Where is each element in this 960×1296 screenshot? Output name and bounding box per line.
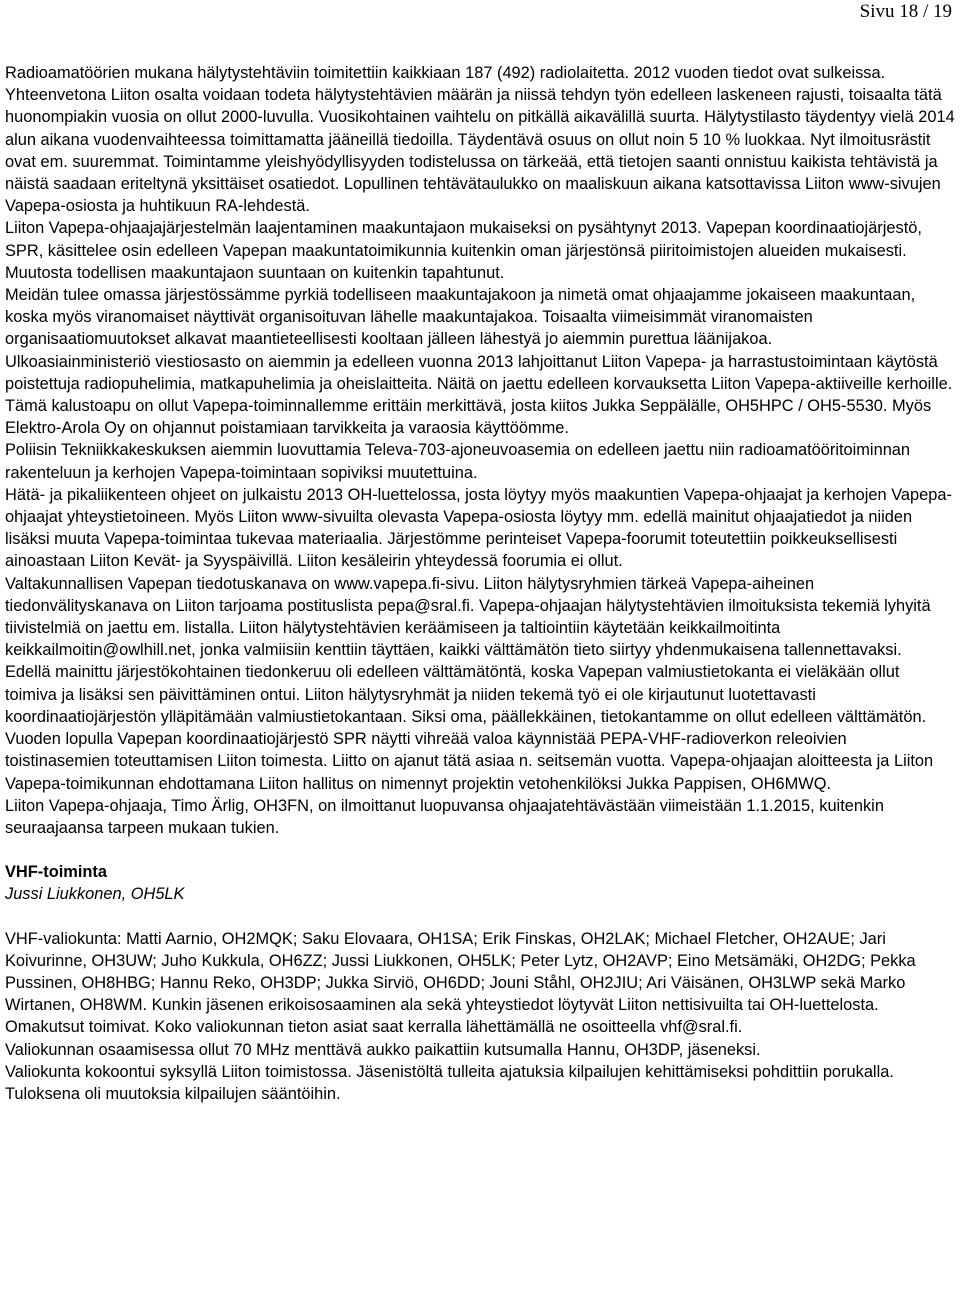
paragraph: Yhteenvetona Liiton osalta voidaan todeta hälytystehtävien määrän ja niissä tehdyn työn edelleen laskeneen rajusti, toisaalta tätä huonompiakin vuosia on ollut 2000-luvulla. Vuosikohtainen vaihtelu on pitkällä aikavälillä suurta. Hälytystilasto täydentyy vielä 2014 alun aikana vuodenvaihteessa toimittamatta jääneillä tiedoilla. Täydentävä osuus on ollut noin 5 10 % luokkaa. Nyt ilmoitusrästit ovat em. suuremmat. Toimintamme yleishyödyllisyyden todistelussa on tärkeää, että tietojen saanti onnistuu kaikista tehtävistä ja näistä saadaan eriteltynä yksittäiset osatiedot. Lopullinen tehtävätaulukko on maaliskuun aikana katsottavissa Liiton www-sivujen Vapepa-osiosta ja huhtikuun RA-lehdestä. [5,86,955,216]
paragraph: Valiokunta kokoontui syksyllä Liiton toimistossa. Jäsenistöltä tulleita ajatuksia kilpailujen kehittämiseksi pohdittiin porukalla. Tuloksena oli muutoksia kilpailujen sääntöihin. [5,1062,894,1103]
document-body [5,62,955,1105]
spacer [5,906,955,928]
paragraph: Poliisin Tekniikkakeskuksen aiemmin luovuttamia Televa-703-ajoneuvoasemia on edelleen jaettu niin radioamatööritoiminnan rakenteluun ja kerhojen Vapepa-toimintaan sopiviksi muutettuina. [5,441,911,482]
paragraph: Valtakunnallisen Vapepan tiedotuskanava on www.vapepa.fi-sivu. Liiton hälytysryhmien tärkeä Vapepa-aiheinen tiedonvälityskanava on Liiton tarjoama postituslista pepa@sral.fi. Vapepa-ohjaajan hälytystehtävien ilmoituksista tekemiä lyhyitä tiivistelmiä on jaettu em. listalla. Liiton hälytystehtävien keräämiseen ja taltiointiin käytetään keikkailmoitinta keikkailmoitin@owlhill.net, jonka valmiisiin kenttiin täyttäen, kaikki välttämätön tieto siirtyy yhdenmukaisena tallennettavaksi. [5,574,931,660]
paragraph: Meidän tulee omassa järjestössämme pyrkiä todelliseen maakuntajakoon ja nimetä omat ohjaajamme jokaiseen maakuntaan, koska myös viranomaiset näyttivät organisoituvan lähelle maakuntajakoa. Toisaalta viimeisimmät viranomaisten organisaatiomuutokset alkavat maantieteellisesti kooltaan jälleen lähestyä jo aiemmin purettua läänijakoa. [5,286,916,349]
paragraph: Ulkoasiainministeriö viestiosasto on aiemmin ja edelleen vuonna 2013 lahjoittanut Liiton Vapepa- ja harrastustoimintaan käytöstä poistettuja radiopuhelimia, matkapuhelimia ja oheislaitteita. Näitä on jaettu edelleen korvauksetta Liiton Vapepa-aktiiveille kerhoille. Tämä kalustoapu on ollut Vapepa-toiminnallemme erittäin merkittävä, josta kiitos Jukka Seppälälle, OH5HPC / OH5-5530. Myös Elektro-Arola Oy on ohjannut poistamiaan tarvikkeita ja varaosia käyttöömme. [5,352,953,438]
paragraph: Edellä mainittu järjestökohtainen tiedonkeruu oli edelleen välttämätöntä, koska Vapepan valmiustietokanta ei vieläkään ollut toimiva ja lisäksi sen päivittäminen ontui. Liiton hälytysryhmät ja niiden tekemä työ ei ole kirjautunut luotettavasti koordinaatiojärjestön ylläpitämään valmiustietokantaan. Siksi oma, päällekkäinen, tietokantamme on ollut edelleen välttämätön. [5,663,927,726]
paragraph: VHF-valiokunta: Matti Aarnio, OH2MQK; Saku Elovaara, OH1SA; Erik Finskas, OH2LAK; Michael Fletcher, OH2AUE; Jari Koivurinne, OH3UW; Juho Kukkula, OH6ZZ; Jussi Liukkonen, OH5LK; Peter Lytz, OH2AVP; Eino Metsämäki, OH2DG; Pekka Pussinen, OH8HBG; Hannu Reko, OH3DP; Jukka Sirviö, OH6DD; Jouni Ståhl, OH2JIU; Ari Väisänen, OH3LWP sekä Marko Wirtanen, OH8WM. Kunkin jäsenen erikoisosaaminen ala sekä yhteystiedot löytyvät Liiton nettisivuilta tai OH-luettelosta. Omakutsut toimivat. Koko valiokunnan tieton asiat saat kerralla lähettämällä ne osoitteella vhf@sral.fi. [5,929,916,1037]
spacer [5,839,955,861]
paragraph: Vuoden lopulla Vapepan koordinaatiojärjestö SPR näytti vihreää valoa käynnistää PEPA-VHF-radioverkon releoivien toistinasemien toteuttamisen Liiton toimesta. Liitto on ajanut tätä asiaa n. seitsemän vuotta. Vapepa-ohjaajan aloitteesta ja Liiton Vapepa-toimikunnan ehdottamana Liiton hallitus on nimennyt projektin vetohenkilöksi Jukka Pappisen, OH6MWQ. [5,730,934,793]
paragraph: Valiokunnan osaamisessa ollut 70 MHz menttävä aukko paikattiin kutsumalla Hannu, OH3DP, jäseneksi. [5,1040,761,1059]
paragraph: Liiton Vapepa-ohjaaja, Timo Ärlig, OH3FN, on ilmoittanut luopuvansa ohjaajatehtävästään viimeistään 1.1.2015, kuitenkin seuraajaansa tarpeen mukaan tukien. [5,796,884,837]
paragraph: Hätä- ja pikaliikenteen ohjeet on julkaistu 2013 OH-luettelossa, josta löytyy myös maakuntien Vapepa-ohjaajat ja kerhojen Vapepa-ohjaajat yhteystietoineen. Myös Liiton www-sivuilta olevasta Vapepa-osiosta löytyy mm. edellä mainitut ohjaajatiedot ja niiden lisäksi muuta Vapepa-toimintaa tukevaa materiaalia. Järjestömme perinteiset Vapepa-foorumit toteutettiin poikkeuksellisesti ainoastaan Liiton Kevät- ja Syyspäivillä. Liiton kesäleirin yhteydessä foorumia ei ollut. [5,485,952,571]
page-number: Sivu 18 / 19 [859,1,952,22]
section-author: Jussi Liukkonen, OH5LK [5,885,185,904]
paragraph: Radioamatöörien mukana hälytystehtäviin toimitettiin kaikkiaan 187 (492) radiolaitetta. 2012 vuoden tiedot ovat sulkeissa. [5,64,886,82]
section-heading: VHF-toiminta [5,863,107,882]
paragraph: Liiton Vapepa-ohjaajajärjestelmän laajentaminen maakuntajaon mukaiseksi on pysähtynyt 2013. Vapepan koordinaatiojärjestö, SPR, käsittelee osin edelleen Vapepan maakuntatoimikunnia kuitenkin oman järjestönsä piiritoimistojen alueiden mukaisesti. Muutosta todellisen maakuntajaon suuntaan on kuitenkin tapahtunut. [5,219,922,282]
